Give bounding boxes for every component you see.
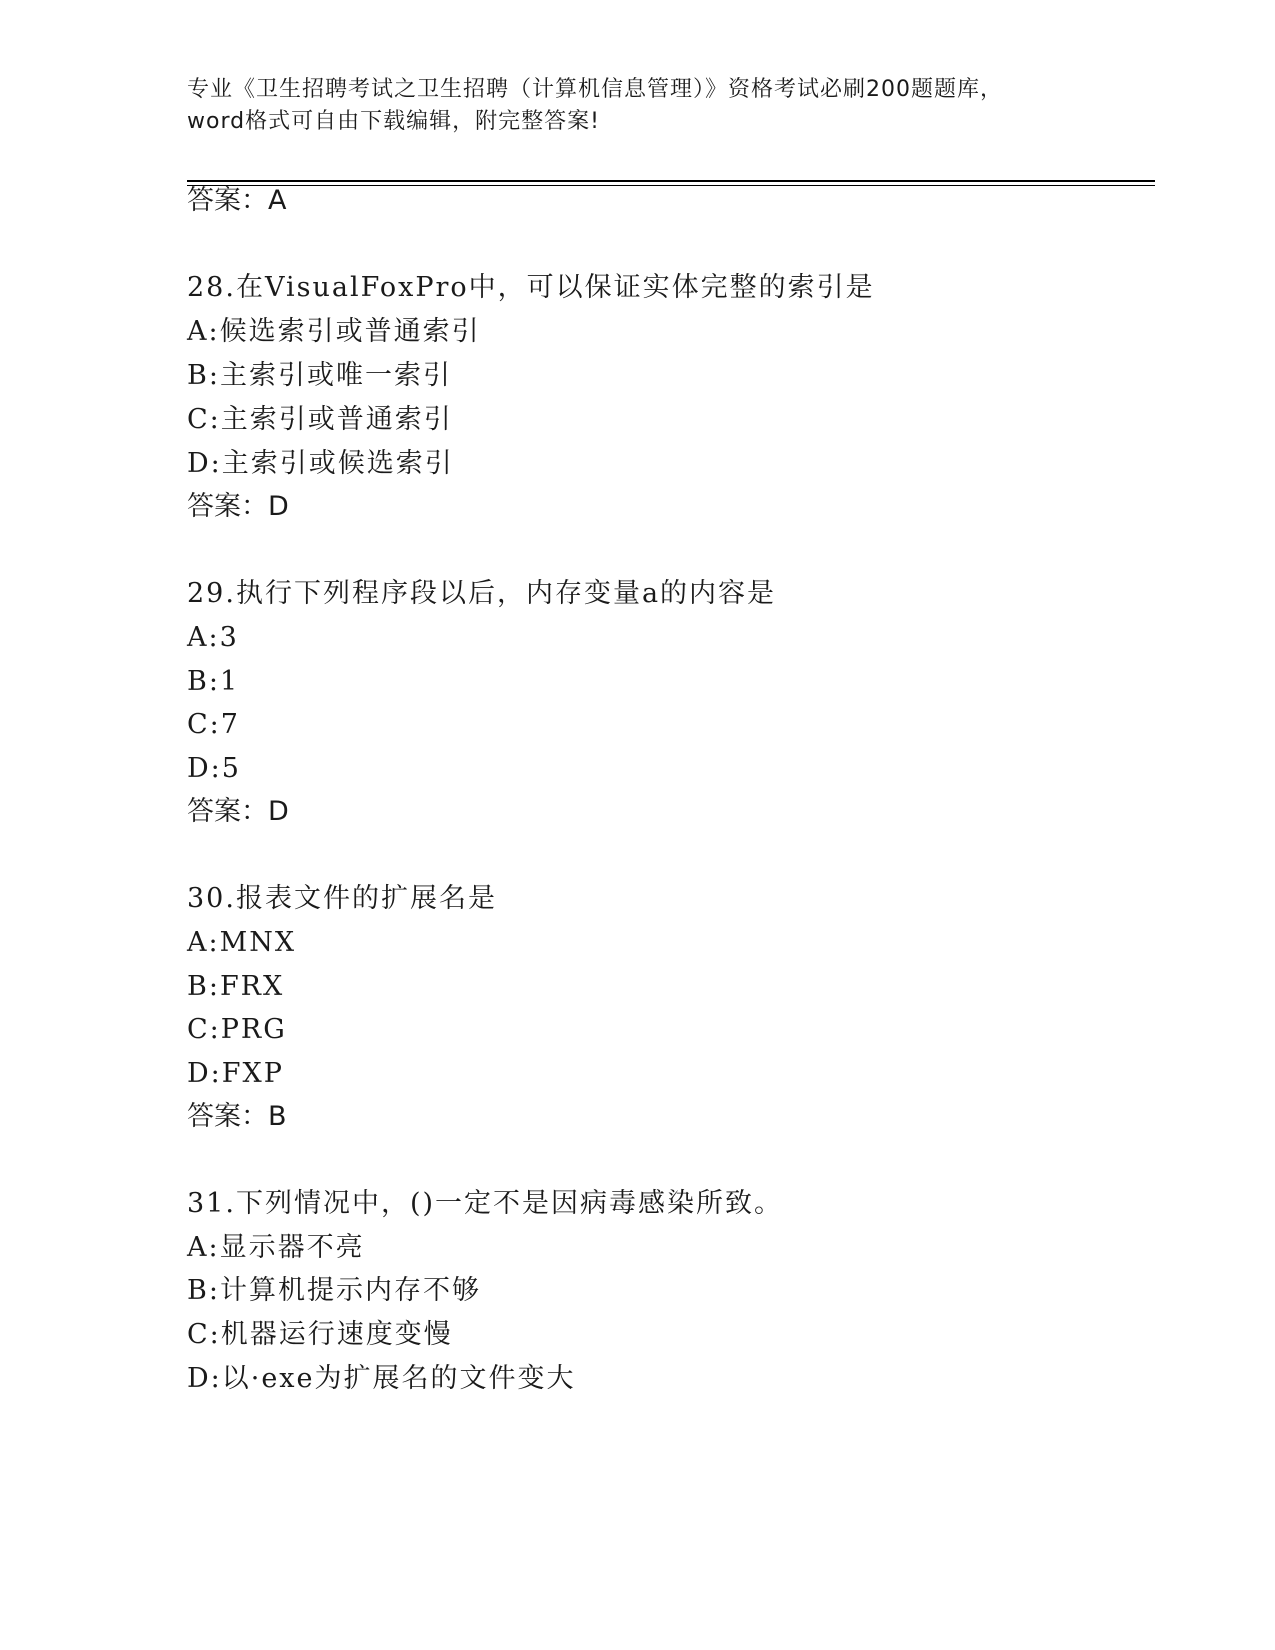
answer-label: 答案： [187, 796, 268, 827]
answer-label: 答案： [187, 185, 268, 216]
option-a: A:候选索引或普通索引 [187, 316, 481, 347]
answer-value: D [268, 491, 289, 522]
question-stem: 31.下列情况中，()一定不是因病毒感染所致。 [187, 1188, 784, 1219]
answer-line [187, 1100, 287, 1134]
option-a: A:显示器不亮 [187, 1232, 365, 1263]
document-header [187, 74, 1087, 138]
option-d: D:主索引或候选索引 [187, 448, 454, 479]
header-divider-thin [187, 185, 1155, 186]
option-c: C:7 [187, 709, 240, 740]
header-divider [187, 180, 1155, 182]
option-a: A:3 [187, 622, 239, 653]
answer-label: 答案： [187, 491, 268, 522]
option-c: C:机器运行速度变慢 [187, 1319, 453, 1350]
question-stem: 30.报表文件的扩展名是 [187, 883, 497, 914]
option-d: D:FXP [187, 1058, 284, 1089]
option-a: A:MNX [187, 927, 297, 958]
answer-value: A [268, 185, 287, 216]
option-b: B:计算机提示内存不够 [187, 1275, 481, 1306]
answer-line [187, 795, 289, 829]
option-b: B:1 [187, 666, 240, 697]
answer-value: D [268, 796, 289, 827]
answer-line [187, 490, 289, 524]
answer-value: B [268, 1101, 287, 1132]
answer-line [187, 184, 286, 218]
question-stem: 28.在VisualFoxPro中，可以保证实体完整的索引是 [187, 272, 875, 303]
option-b: B:主索引或唯一索引 [187, 360, 452, 391]
answer-label: 答案： [187, 1101, 268, 1132]
header-line-1: 专业《卫生招聘考试之卫生招聘（计算机信息管理）》资格考试必刷200题题库， [187, 77, 1003, 102]
option-d: D:5 [187, 753, 241, 784]
option-b: B:FRX [187, 971, 285, 1002]
option-c: C:PRG [187, 1014, 287, 1045]
header-line-2: word格式可自由下载编辑，附完整答案! [187, 109, 600, 134]
option-c: C:主索引或普通索引 [187, 404, 453, 435]
question-stem: 29.执行下列程序段以后，内存变量a的内容是 [187, 578, 777, 609]
option-d: D:以·exe为扩展名的文件变大 [187, 1363, 576, 1394]
